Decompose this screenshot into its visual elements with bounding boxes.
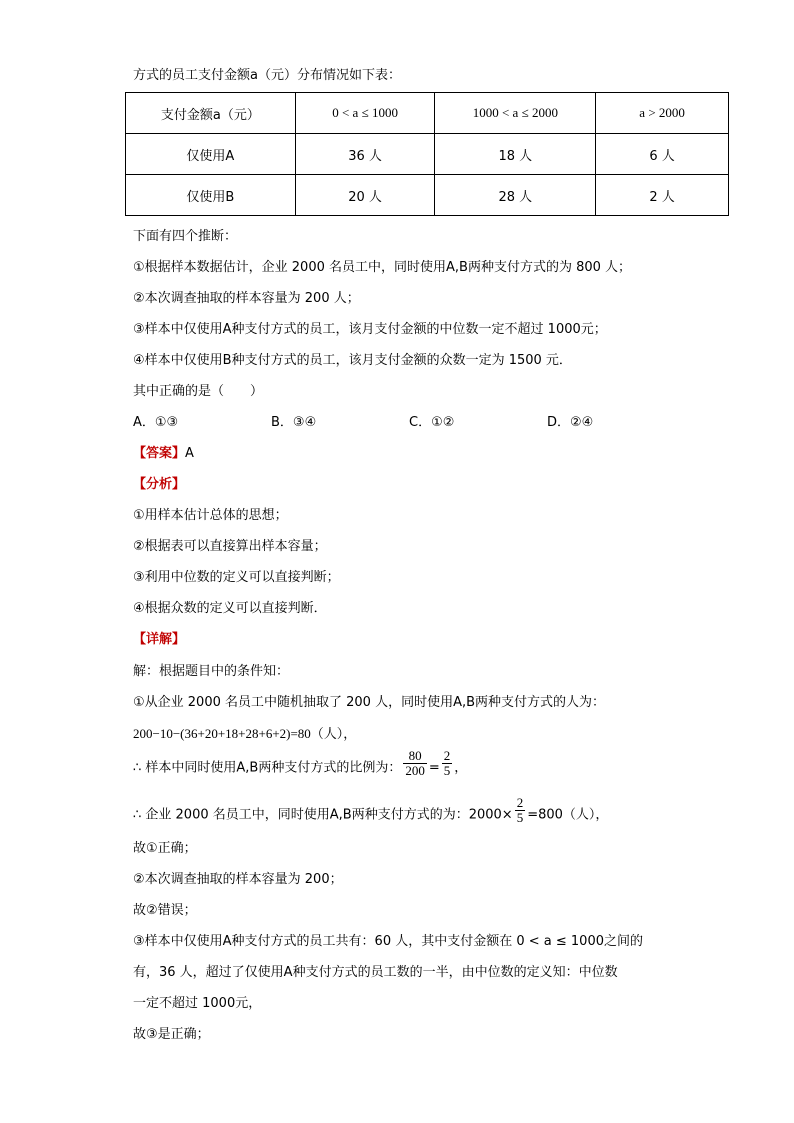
table-cell: 仅使用A: [126, 134, 296, 175]
payment-table: [125, 92, 729, 216]
table-cell: 0 < a ≤ 1000: [295, 93, 435, 134]
fraction-2-5: [442, 749, 453, 778]
answer-line: [133, 446, 194, 462]
inference-2: ②本次调查抽取的样本容量为 200 人；: [133, 291, 360, 306]
analysis-item: ①用样本估计总体的思想；: [133, 508, 288, 523]
fraction-2-5: [515, 796, 526, 825]
inference-3: ③样本中仅使用A种支付方式的员工，该月支付金额的中位数一定不超过 1000元；: [133, 322, 607, 337]
table-cell: 20 人: [295, 175, 435, 216]
inference-1: ①根据样本数据估计，企业 2000 名员工中，同时使用A,B两种支付方式的为 800 人；: [133, 260, 632, 275]
analysis-item: ②根据表可以直接算出样本容量；: [133, 539, 327, 554]
detail-line: ①从企业 2000 名员工中随机抽取了 200 人，同时使用A,B两种支付方式的人为：: [133, 695, 606, 710]
table-cell: 2 人: [596, 175, 729, 216]
fraction-denominator: 200: [405, 763, 425, 778]
table-cell: 仅使用B: [126, 175, 296, 216]
ratio-suffix: ，: [454, 760, 468, 776]
table-row: [126, 175, 729, 216]
analysis-header: [133, 477, 185, 493]
inference-4: ④样本中仅使用B种支付方式的员工，该月支付金额的众数一定为 1500 元．: [133, 353, 572, 368]
fraction-numerator: 80: [403, 749, 427, 764]
table-header-row: [126, 93, 729, 134]
detail-equation: 200−10−(36+20+18+28+6+2)=80（人），: [133, 726, 357, 741]
analysis-item: ④根据众数的定义可以直接判断．: [133, 601, 327, 616]
fraction-denominator: 5: [443, 763, 451, 778]
table-row: [126, 134, 729, 175]
table-cell: 28 人: [435, 175, 596, 216]
option-a: A．①③: [133, 415, 179, 430]
analysis-tag: 【分析】: [133, 477, 186, 492]
option-b: B．③④: [271, 415, 317, 430]
analysis-item: ③利用中位数的定义可以直接判断；: [133, 570, 340, 585]
detail-line: 有，36 人，超过了仅使用A种支付方式的员工数的一半，由中位数的定义知：中位数: [133, 965, 618, 980]
total-suffix: =800（人），: [527, 807, 609, 823]
table-cell: 1000 < a ≤ 2000: [435, 93, 596, 134]
question-ask: 其中正确的是（ ）: [133, 384, 264, 399]
detail-tag: 【详解】: [133, 632, 186, 647]
table-cell: 支付金额a（元）: [126, 93, 296, 134]
detail-line: 故③是正确；: [133, 1027, 210, 1042]
ratio-prefix: ∴ 样本中同时使用A,B两种支付方式的比例为：: [133, 760, 402, 776]
detail-line: 一定不超过 1000元，: [133, 996, 262, 1011]
intro-text: 方式的员工支付金额a（元）分布情况如下表：: [133, 68, 401, 83]
answer-tag: 【答案】: [133, 446, 186, 461]
table-cell: 18 人: [435, 134, 596, 175]
fraction-80-200: [403, 749, 427, 778]
detail-line: ③样本中仅使用A种支付方式的员工共有：60 人，其中支付金额在 0 < a ≤ 1000之间的: [133, 934, 643, 949]
table-cell: 6 人: [596, 134, 729, 175]
detail-total-line: [133, 795, 609, 825]
table-cell: a > 2000: [596, 93, 729, 134]
question-lead: 下面有四个推断：: [133, 229, 238, 244]
detail-line: 故②错误；: [133, 903, 197, 918]
detail-line: 故①正确；: [133, 841, 197, 856]
fraction-denominator: 5: [516, 810, 524, 825]
detail-line: ②本次调查抽取的样本容量为 200；: [133, 872, 343, 887]
table-cell: 36 人: [295, 134, 435, 175]
fraction-numerator: 2: [516, 795, 524, 810]
detail-ratio-line: [133, 748, 468, 778]
option-c: C．①②: [409, 415, 455, 430]
equals-sign: =: [428, 760, 440, 776]
fraction-numerator: 2: [443, 748, 451, 763]
option-d: D．②④: [547, 415, 594, 430]
detail-header: [133, 632, 185, 648]
answer-value: A: [185, 446, 194, 461]
total-prefix: ∴ 企业 2000 名员工中，同时使用A,B两种支付方式的为：2000×: [133, 807, 513, 823]
detail-line: 解：根据题目中的条件知：: [133, 664, 290, 679]
